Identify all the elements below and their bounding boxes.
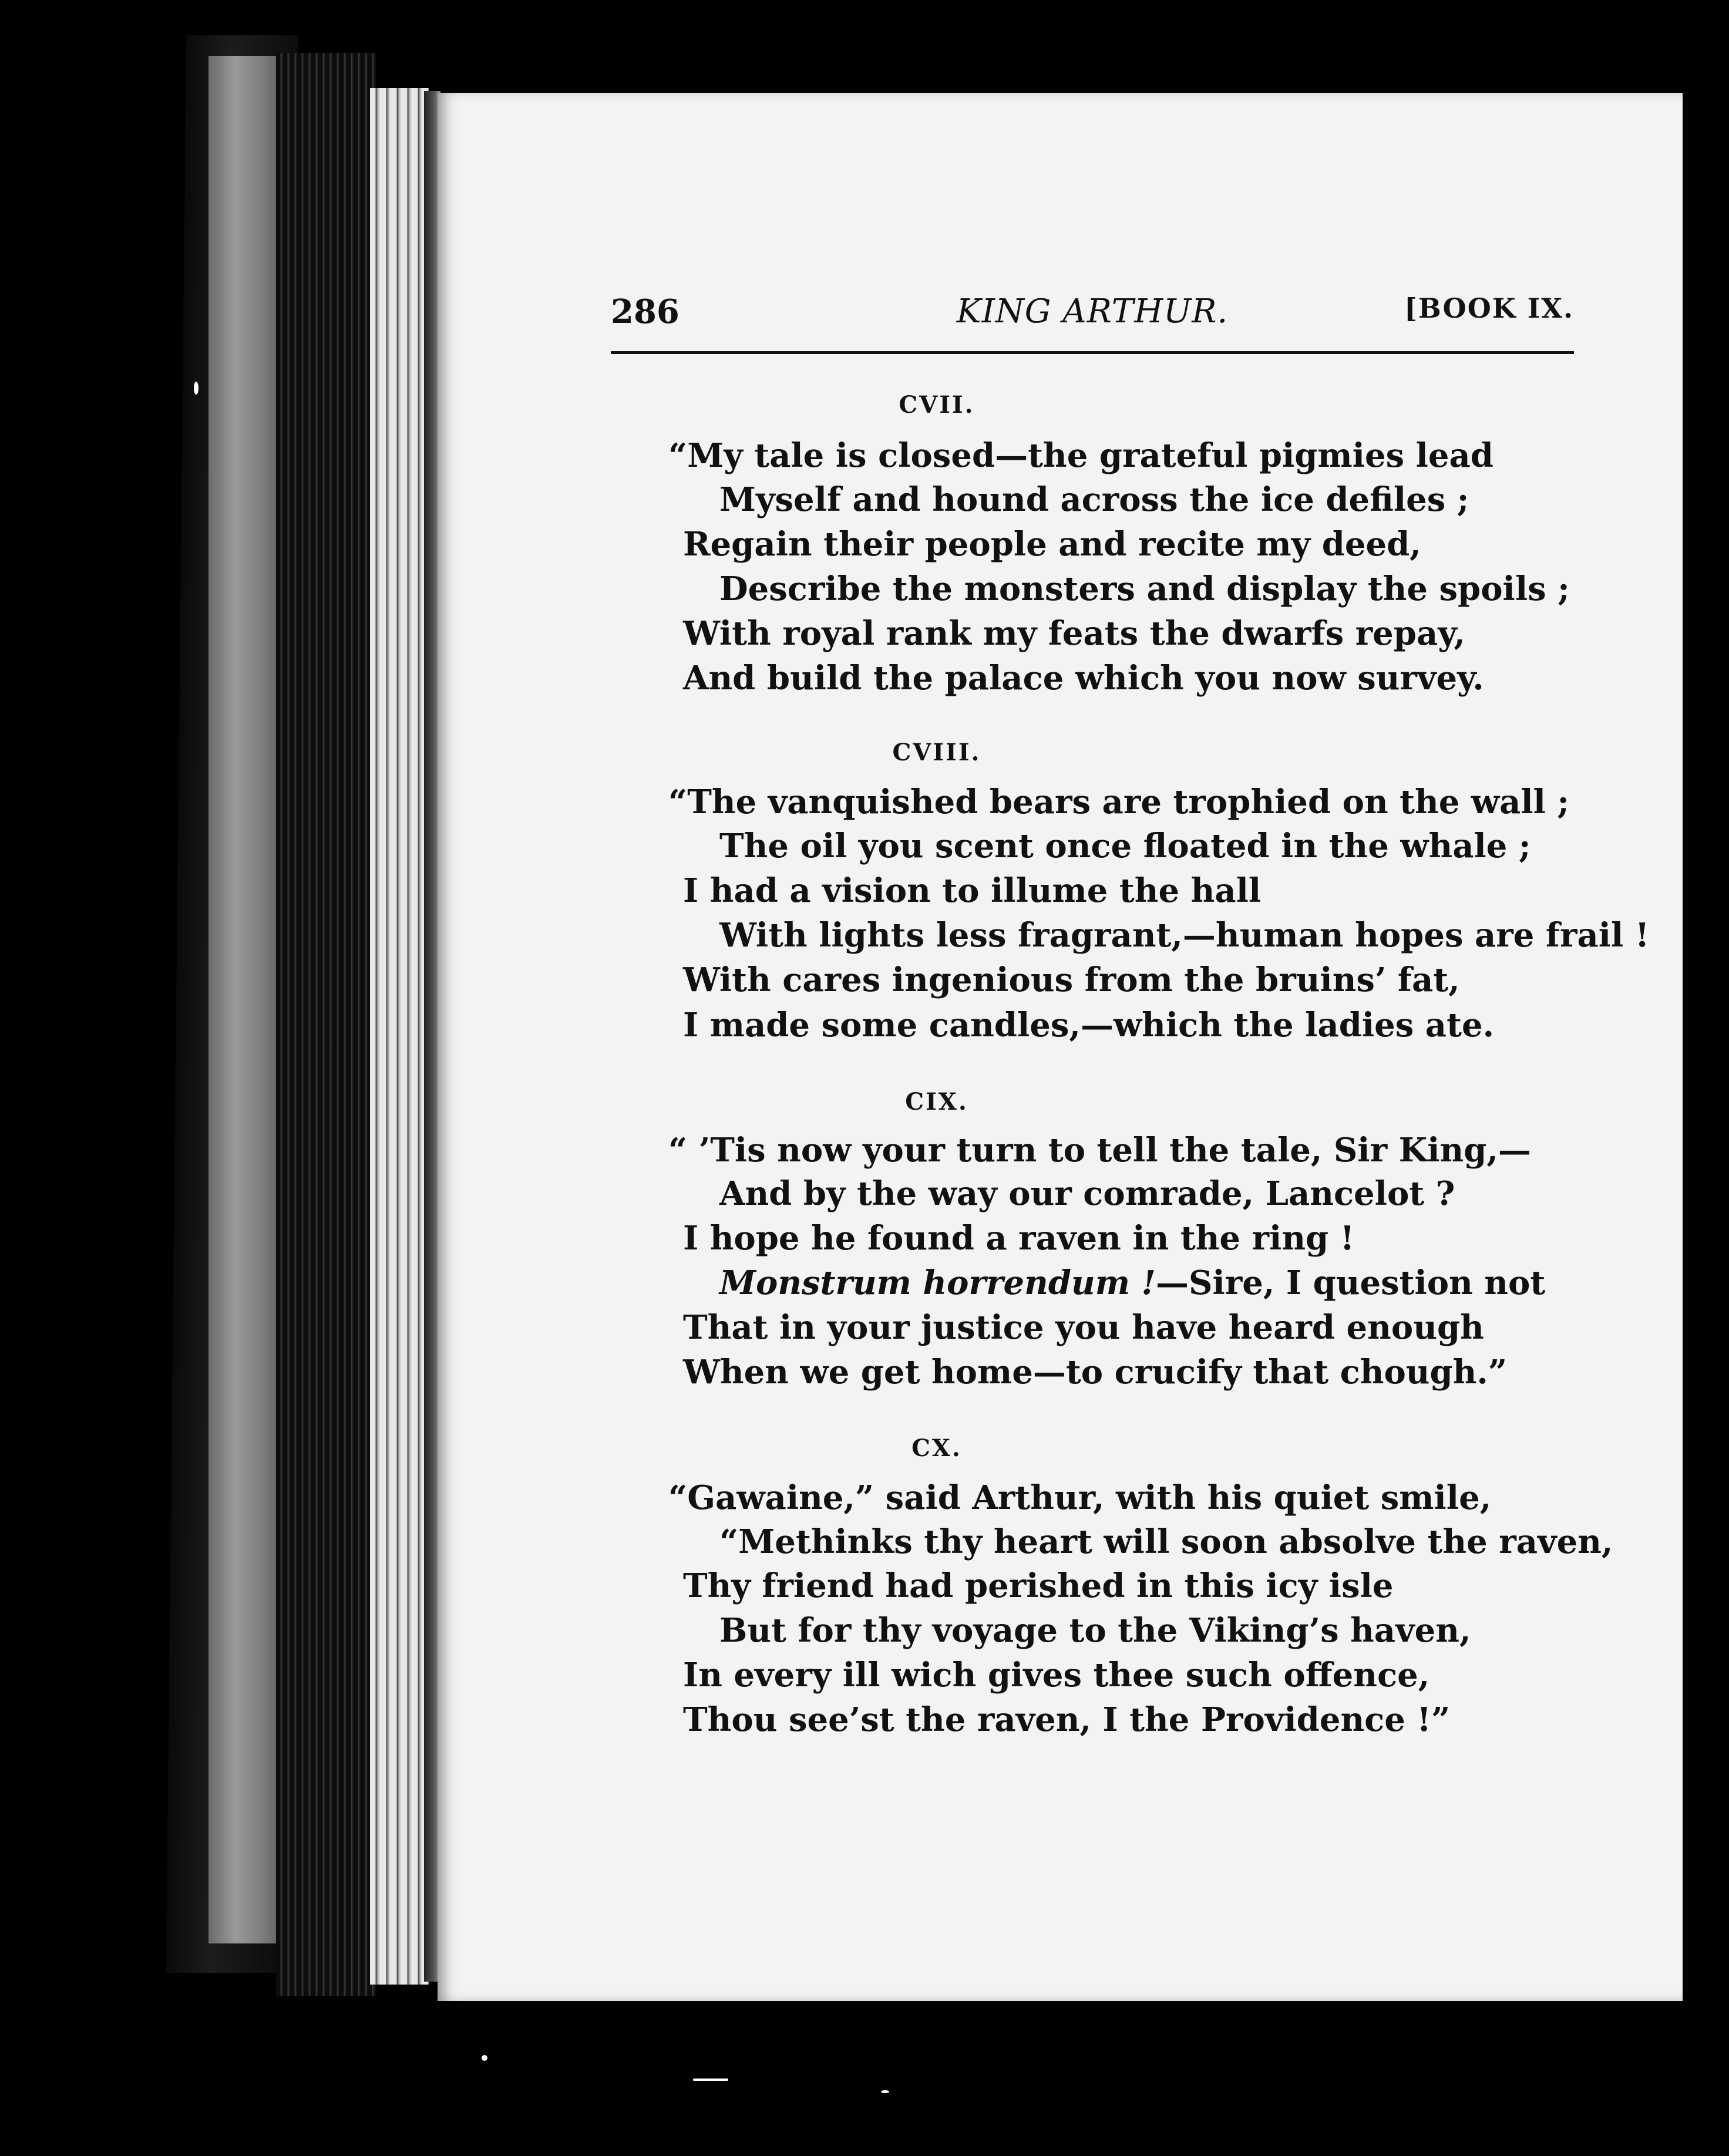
verse-line: And build the palace which you now survey.	[683, 659, 1484, 698]
verse-line: But for thy voyage to the Viking’s haven,	[719, 1611, 1471, 1650]
verse-line: “Methinks thy heart will soon absolve the raven,	[719, 1522, 1613, 1561]
verse-line: I had a vision to illume the hall	[683, 871, 1262, 910]
scan-speck	[693, 2078, 728, 2081]
page-number: 286	[611, 292, 680, 331]
verse-line: The oil you scent once floated in the whale ;	[719, 827, 1531, 865]
verse-line: “ ’Tis now your turn to tell the tale, Sir King,—	[668, 1131, 1531, 1170]
verse-line: “My tale is closed—the grateful pigmies lead	[668, 436, 1493, 475]
verse-line: And by the way our comrade, Lancelot ?	[719, 1174, 1455, 1213]
scan-speck	[194, 382, 199, 395]
verse-line: Myself and hound across the ice defiles ;	[719, 480, 1469, 519]
scan-speck	[482, 2055, 487, 2061]
book-reference: [BOOK IX.	[1404, 292, 1574, 324]
page-leaves-edge	[370, 88, 429, 1985]
header-rule	[611, 351, 1574, 354]
stanza-number: CVII.	[899, 391, 975, 419]
stanza-number: CVIII.	[892, 739, 981, 766]
verse-line: Thou see’st the raven, I the Providence !”	[683, 1700, 1451, 1739]
verse-line-mixed	[719, 1264, 1545, 1302]
book-spine-shadow	[208, 56, 285, 1943]
scan-speck	[881, 2090, 889, 2093]
verse-line: Thy friend had perished in this icy isle	[683, 1567, 1394, 1605]
verse-line: I hope he found a raven in the ring !	[683, 1219, 1355, 1258]
verse-line: That in your justice you have heard enough	[683, 1308, 1484, 1347]
latin-phrase: Monstrum horrendum !	[719, 1264, 1156, 1302]
stanza-number: CX.	[911, 1434, 962, 1462]
verse-line: With cares ingenious from the bruins’ fat,	[683, 961, 1460, 999]
stanza-number: CIX.	[905, 1088, 968, 1116]
verse-line: I made some candles,—which the ladies ate.	[683, 1006, 1495, 1045]
running-header	[611, 292, 1574, 351]
running-title: KING ARTHUR.	[956, 292, 1229, 331]
verse-line: “The vanquished bears are trophied on the wall ;	[668, 783, 1570, 821]
page	[438, 93, 1683, 2001]
verse-line: “Gawaine,” said Arthur, with his quiet smile,	[668, 1478, 1492, 1517]
verse-line: Regain their people and recite my deed,	[683, 525, 1421, 564]
verse-line: Describe the monsters and display the spoils ;	[719, 570, 1570, 608]
verse-line: With royal rank my feats the dwarfs repay,	[683, 614, 1465, 653]
page-stack-edge	[276, 53, 376, 1996]
right-border	[1680, 70, 1729, 2026]
verse-line-continuation: —Sire, I question not	[1156, 1264, 1546, 1302]
verse-line: With lights less fragrant,—human hopes are frail !	[719, 916, 1650, 955]
verse-line: In every ill wich gives thee such offence,	[683, 1656, 1430, 1695]
verse-line: When we get home—to crucify that chough.”	[683, 1353, 1508, 1392]
